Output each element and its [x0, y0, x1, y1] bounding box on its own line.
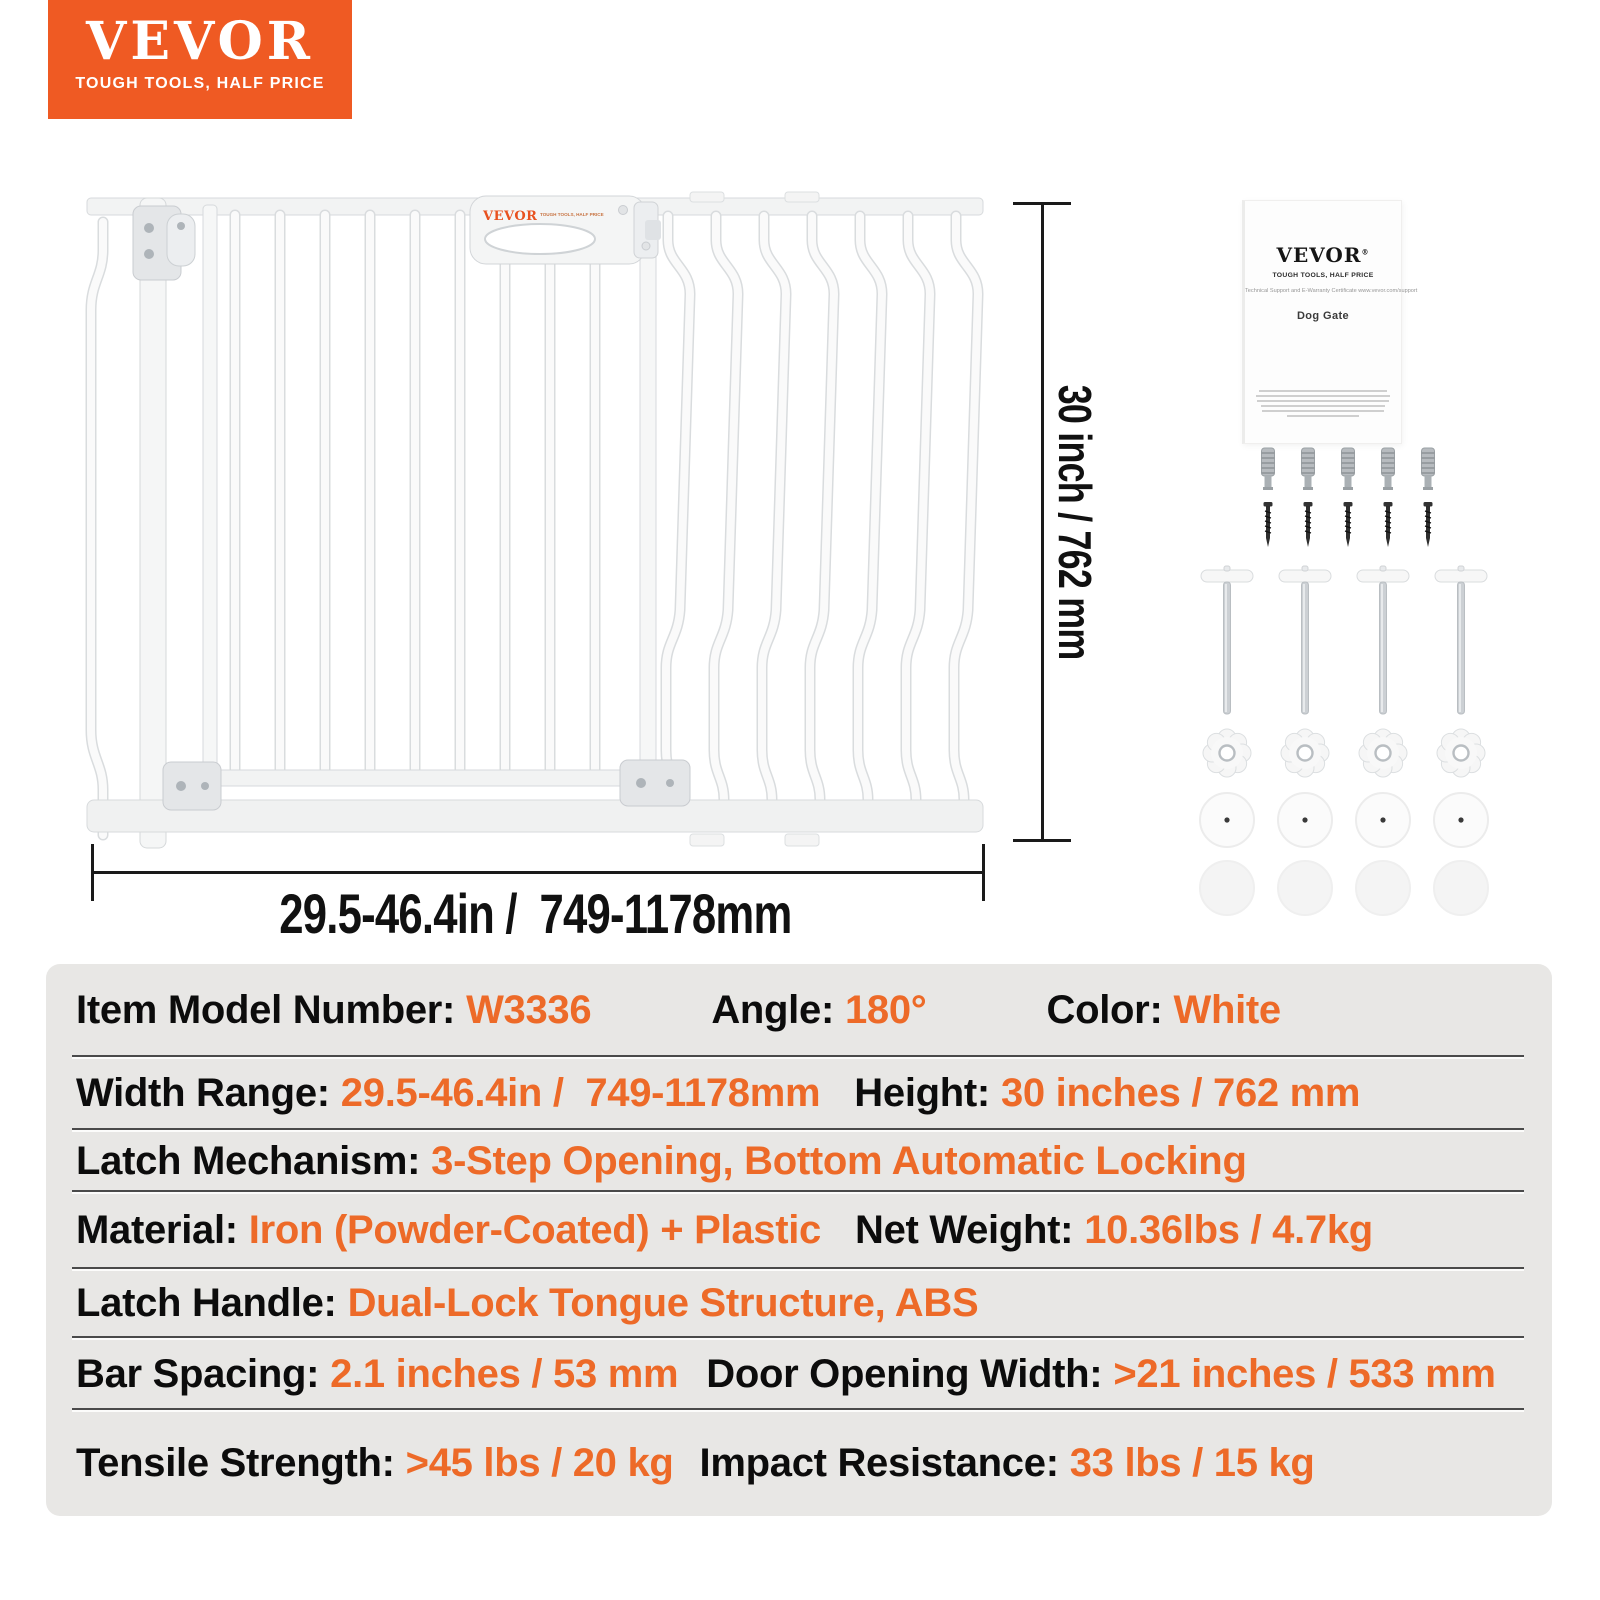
screw-icon: [1424, 502, 1433, 547]
spec-label: Color:: [1046, 988, 1163, 1032]
screw-icon: [1304, 502, 1313, 547]
locking-knob-icon: [1281, 729, 1329, 777]
mounting-hardware: [1180, 440, 1560, 930]
width-dimension-line: [92, 871, 985, 874]
wall-pad-icon: [1434, 861, 1488, 915]
wall-anchor-icon: [1422, 448, 1435, 490]
screw-icon: [1344, 502, 1353, 547]
spec-value: 2.1 inches / 53 mm: [330, 1351, 679, 1396]
brand-name: VEVOR: [86, 11, 314, 72]
gate-rail-joint: [785, 834, 819, 846]
gate-rail-joint: [785, 192, 819, 202]
spec-pair: [700, 1441, 1315, 1486]
spec-value: >21 inches / 533 mm: [1113, 1351, 1496, 1396]
tension-bolt-icon: [1435, 566, 1487, 714]
spec-pair: [76, 1071, 820, 1116]
wall-pad-icon: [1200, 861, 1254, 915]
gate-left-post: [140, 198, 166, 848]
spec-value: >45 lbs / 20 kg: [405, 1440, 674, 1485]
spec-pair: [854, 1071, 1360, 1116]
spec-value: 10.36lbs / 4.7kg: [1084, 1208, 1373, 1252]
spec-label: Width Range:: [76, 1071, 330, 1115]
manual-fine-print: [1245, 387, 1401, 420]
spec-value: Iron (Powder-Coated) + Plastic: [248, 1208, 822, 1252]
spec-label: Height:: [854, 1071, 990, 1115]
spec-row: [46, 1269, 1552, 1338]
gate-rail-joint: [690, 192, 724, 202]
gate-bottom-hinge: [163, 762, 221, 810]
gate-door-bottom-rail: [203, 770, 656, 786]
gate-top-hinge: [133, 206, 195, 280]
wall-anchor-icon: [1382, 448, 1395, 490]
spec-row: [46, 1057, 1552, 1130]
brand-tagline: TOUGH TOOLS, HALF PRICE: [75, 75, 325, 92]
wall-cup-icon: [1278, 793, 1332, 847]
handle-brand-text: VEVOR: [483, 209, 538, 224]
spec-label: Material:: [76, 1208, 238, 1252]
spec-label: Item Model Number:: [76, 988, 456, 1032]
spec-label: Door Opening Width:: [706, 1351, 1103, 1396]
spec-label: Bar Spacing:: [76, 1351, 320, 1396]
spec-value: 30 inches / 762 mm: [1000, 1071, 1361, 1115]
instruction-manual: [1242, 200, 1418, 444]
gate-door-bars: [235, 215, 595, 770]
handle-tagline-text: TOUGH TOOLS, HALF PRICE: [540, 212, 604, 217]
spec-pair: [76, 1139, 1247, 1184]
spec-row: [46, 1130, 1552, 1192]
screw-icon: [1264, 502, 1273, 547]
dog-gate-illustration: [85, 190, 990, 860]
gate-bottom-rail: [87, 800, 983, 832]
spec-pair: [76, 1352, 678, 1397]
spec-row: [46, 964, 1552, 1057]
gate-bottom-latch: [620, 760, 690, 806]
manual-title: Dog Gate: [1296, 310, 1350, 322]
gate-extension-bars: [666, 216, 978, 800]
spec-value: Dual-Lock Tongue Structure, ABS: [347, 1281, 979, 1325]
spec-label: Angle:: [711, 988, 834, 1032]
spec-pair: [855, 1208, 1373, 1253]
locking-knob-icon: [1359, 729, 1407, 777]
spec-value: 3-Step Opening, Bottom Automatic Locking: [431, 1138, 1247, 1183]
width-dimension-label: 29.5-46.4in / 749-1178mm: [278, 881, 792, 945]
spec-pair: [76, 1208, 821, 1253]
wall-pad-icon: [1356, 861, 1410, 915]
wall-cup-icon: [1434, 793, 1488, 847]
spec-label: Net Weight:: [855, 1208, 1074, 1252]
wall-anchor-icon: [1342, 448, 1355, 490]
spec-pair: [1047, 988, 1281, 1033]
manual-tagline: TOUGH TOOLS, HALF PRICE: [1272, 272, 1374, 279]
spec-table: [46, 964, 1552, 1516]
spec-pair: [76, 1441, 674, 1486]
wall-anchor-icon: [1302, 448, 1315, 490]
screw-icon: [1384, 502, 1393, 547]
tension-bolt-icon: [1201, 566, 1253, 714]
spec-value: W3336: [466, 988, 592, 1032]
spec-row: [46, 1410, 1552, 1516]
registered-mark: ®: [1361, 247, 1370, 257]
locking-knob-icon: [1437, 729, 1485, 777]
locking-knob-icon: [1203, 729, 1251, 777]
wall-cup-icon: [1356, 793, 1410, 847]
manual-support-line: Technical Support and E-Warranty Certificate www.vevor.com/support: [1245, 288, 1418, 294]
spec-value: White: [1173, 988, 1281, 1032]
spec-pair: [711, 988, 926, 1033]
spec-label: Latch Handle:: [76, 1281, 337, 1325]
spec-pair: [76, 988, 591, 1033]
tension-bolt-icon: [1357, 566, 1409, 714]
gate-door-right-stile: [640, 205, 656, 797]
spec-pair: [706, 1352, 1495, 1397]
gate-door-left-stile: [203, 205, 217, 797]
wall-cup-icon: [1200, 793, 1254, 847]
spec-value: 29.5-46.4in / 749-1178mm: [340, 1071, 821, 1115]
brand-logo: [48, 0, 352, 119]
gate-handle: [470, 196, 661, 264]
spec-value: 33 lbs / 15 kg: [1069, 1440, 1315, 1485]
wall-anchor-icon: [1262, 448, 1275, 490]
tension-bolt-icon: [1279, 566, 1331, 714]
spec-row: [46, 1192, 1552, 1269]
spec-value: 180°: [844, 988, 927, 1032]
spec-row: [46, 1338, 1552, 1410]
spec-label: Impact Resistance:: [699, 1440, 1059, 1485]
manual-brand: VEVOR®: [1276, 243, 1370, 267]
hardware-items: [1200, 448, 1488, 915]
height-dimension-label: 30 inch / 762 mm: [1049, 384, 1101, 660]
spec-label: Tensile Strength:: [76, 1440, 395, 1485]
spec-label: Latch Mechanism:: [76, 1138, 421, 1183]
height-dimension-line: [1041, 203, 1044, 841]
spec-pair: [76, 1281, 978, 1326]
gate-rail-joint: [690, 834, 724, 846]
gate-frame: [87, 192, 983, 848]
wall-pad-icon: [1278, 861, 1332, 915]
